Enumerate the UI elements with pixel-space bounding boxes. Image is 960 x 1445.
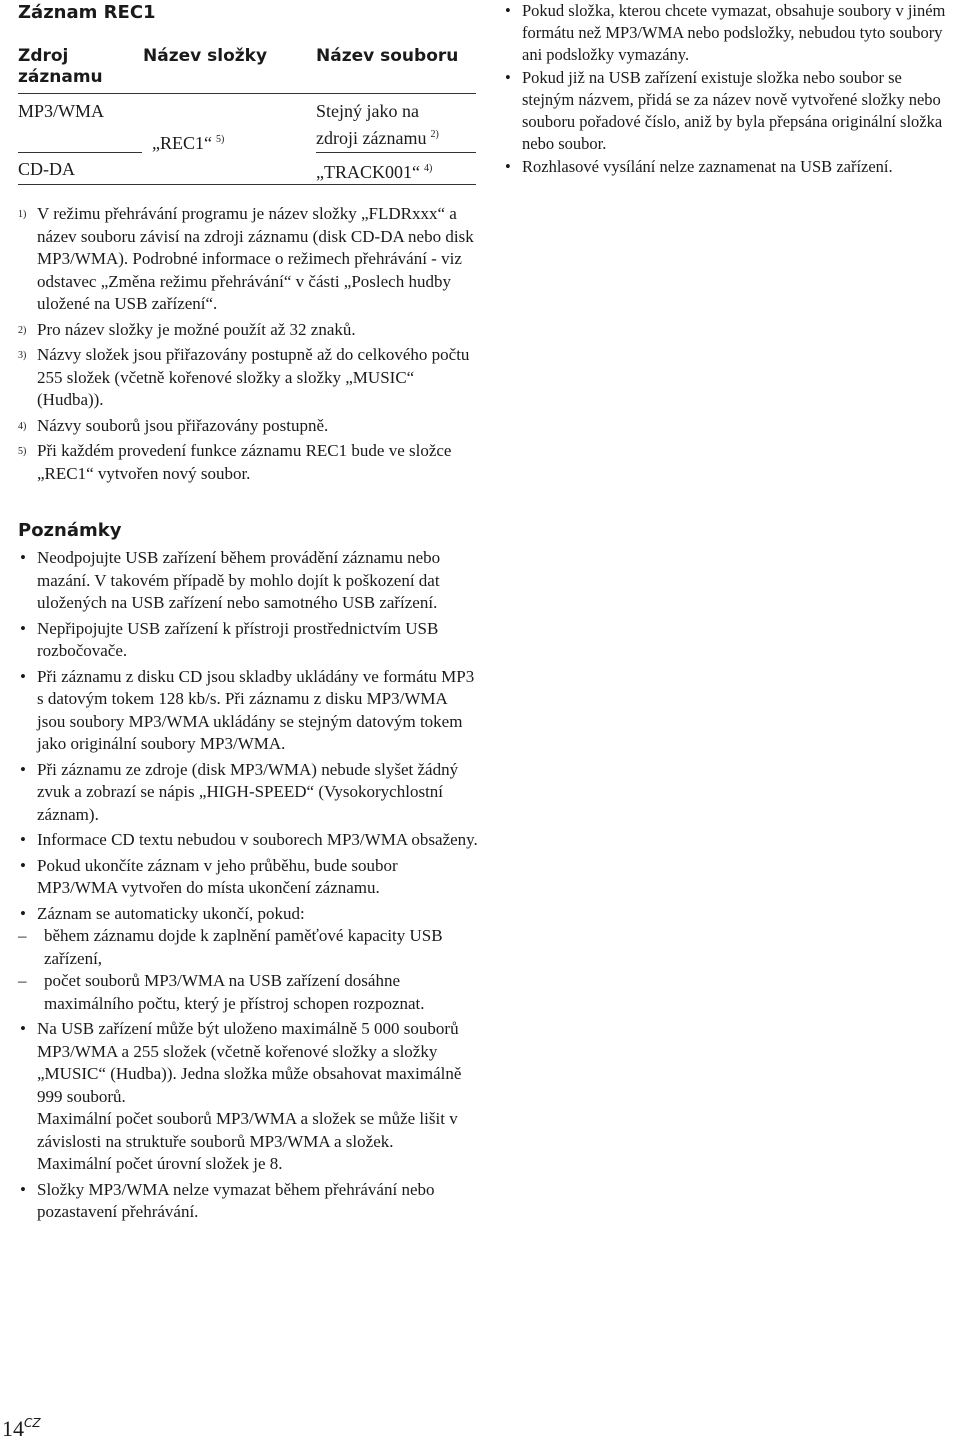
bullet-icon: •	[20, 1019, 26, 1038]
list-item: • Pokud složka, kterou chcete vymazat, obsahuje soubory v jiném formátu než MP3/WMA nebo podsložky, nebudou tyto soubory ani podsložky vymazány.	[505, 1, 946, 64]
table-row-rule-file	[316, 152, 476, 153]
bullet-icon: •	[20, 855, 26, 875]
list-item: • Pokud ukončíte záznam v jeho průběhu, bude soubor MP3/WMA vytvořen do místa ukončení záznamu.	[20, 855, 398, 897]
list-item: • Při záznamu z disku CD jsou skladby ukládány ve formátu MP3 s datovým tokem 128 kb/s. Při záznamu z disku MP3/WMA jsou soubory MP3/WMA ukládány se stejným datovým tokem jako originální soubory MP3/WMA.	[20, 666, 475, 753]
list-item: • Rozhlasové vysílání nelze zaznamenat na USB zařízení.	[505, 157, 893, 176]
bullet-icon: •	[20, 903, 26, 923]
list-item: • Pokud již na USB zařízení existuje složka nebo soubor se stejným názvem, přidá se za název nově vytvořené složky nebo souboru pořadové číslo, aniž by byla přepsána originální složka nebo soubor.	[505, 68, 943, 153]
list-item: • Neodpojujte USB zařízení během provádění záznamu nebo mazání. V takovém případě by mohlo dojít k poškození dat uložených na USB zařízení nebo samotného USB zařízení.	[20, 548, 441, 612]
notes-list	[18, 547, 478, 1227]
dash-icon: –	[18, 971, 27, 990]
footnote: 4) Názvy souborů jsou přiřazovány postupně.	[18, 415, 329, 435]
footnote: 2) Pro název složky je možné použít až 32 znaků.	[18, 319, 356, 339]
row-mp3-file-line1: Stejný jako na	[316, 101, 419, 121]
row-cdda-source: CD-DA	[18, 159, 75, 179]
footnote: 5) Při každém provedení funkce záznamu REC1 bude ve složce „REC1“ vytvořen nový soubor.	[18, 441, 452, 483]
dash-icon: –	[18, 926, 27, 945]
footnotes	[18, 203, 478, 488]
bullet-icon: •	[20, 759, 26, 779]
footnote: 3) Názvy složek jsou přiřazovány postupně až do celkového počtu 255 složek (včetně kořenové složky a složky „MUSIC“ (Hudba)).	[18, 345, 470, 409]
sub-list-item: – počet souborů MP3/WMA na USB zařízení dosáhne maximálního počtu, který je přístroj schopen rozpoznat.	[18, 971, 425, 1013]
list-item: • Složky MP3/WMA nelze vymazat během přehrávání nebo pozastavení přehrávání.	[20, 1179, 435, 1221]
bullet-icon: •	[505, 157, 511, 176]
language-code: CZ	[24, 1416, 41, 1430]
header-file: Název souboru	[316, 46, 459, 66]
right-notes-list	[503, 0, 958, 179]
row-cdda-file: „TRACK001“ $^{4)}$	[316, 162, 433, 182]
bullet-icon: •	[505, 68, 511, 87]
list-item: • Nepřipojujte USB zařízení k přístroji prostřednictvím USB rozbočovače.	[20, 618, 439, 660]
row-mp3-source: MP3/WMA	[18, 101, 105, 121]
bullet-icon: •	[20, 1179, 26, 1199]
autostop-sublist	[18, 925, 478, 1015]
bullet-icon: •	[505, 1, 511, 20]
sub-list-item: – během záznamu dojde k zaplnění paměťové kapacity USB zařízení,	[18, 926, 443, 968]
bullet-icon: •	[20, 548, 26, 567]
bullet-icon: •	[20, 618, 26, 638]
table-header-rule	[18, 93, 476, 94]
list-item-capacity: • Na USB zařízení může být uloženo maximálně 5 000 souborů MP3/WMA a 255 složek (včetně kořenové složky a složky „MUSIC“ (Hudba)). Jedna složka může obsahovat maximálně 999 souborů. Maximální počet souborů MP3/WMA a složek se může lišit v závislosti na struktuře souborů MP3/WMA a složek. Maximální počet úrovní složek je 8.	[20, 1019, 462, 1173]
list-item: • Při záznamu ze zdroje (disk MP3/WMA) nebude slyšet žádný zvuk a zobrazí se nápis „HIGH-SPEED“ (Vysokorychlostní záznam).	[20, 759, 459, 824]
page-number: $14^{CZ}$	[2, 1416, 41, 1441]
row-mp3-folder: „REC1“ $^{5)}$	[152, 133, 225, 153]
row-mp3-file-line2: zdroji záznamu $^{2)}$	[316, 128, 439, 148]
list-item-autostop: • Záznam se automaticky ukončí, pokud: – během záznamu dojde k zaplnění paměťové kapacity USB zařízení, – počet souborů MP3/WMA na USB zařízení dosáhne maximálního počtu, který je přístroj schopen rozpoznat.	[18, 903, 478, 1016]
bullet-icon: •	[20, 666, 26, 686]
table-bottom-rule	[18, 184, 476, 185]
footnote: 1) V režimu přehrávání programu je název složky „FLDRxxx“ a název souboru závisí na zdroji záznamu (disk CD-DA nebo disk MP3/WMA). Podrobné informace o režimech přehrávání - viz odstavec „Změna režimu přehrávání“ v části „Poslech hudby uložené na USB zařízení“.	[18, 204, 474, 313]
section-title: Záznam REC1	[18, 2, 156, 23]
header-source: Zdroj záznamu	[18, 46, 103, 87]
notes-title: Poznámky	[18, 520, 122, 541]
table-row-rule-source	[18, 152, 142, 153]
bullet-icon: •	[20, 830, 26, 849]
header-folder: Název složky	[143, 46, 268, 66]
list-item: • Informace CD textu nebudou v souborech MP3/WMA obsaženy.	[18, 829, 478, 852]
